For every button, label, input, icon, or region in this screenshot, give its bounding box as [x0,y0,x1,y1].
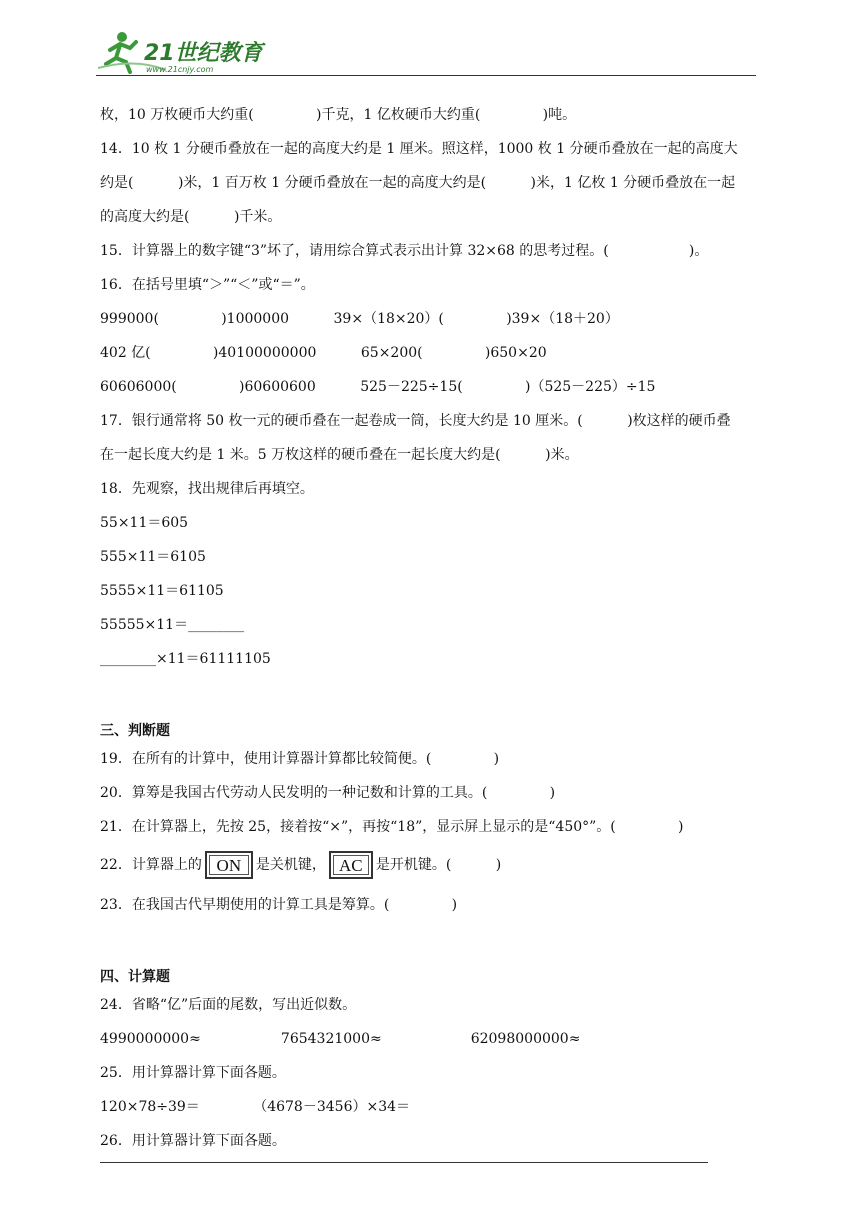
q14-line1: 14．10 枚 1 分硬币叠放在一起的高度大约是 1 厘米。照这样，1000 枚 1 分硬币叠放在一起的高度大 [100,141,738,157]
q18-eq4: 55555×11＝________ [100,617,245,633]
on-key-image [205,851,253,879]
footer-rule [100,1162,708,1163]
q17-line2: 在一起长度大约是 1 米。5 万枚这样的硬币叠在一起长度大约是( )米。 [100,447,579,463]
q22-prefix: 22．计算器上的 [100,857,202,873]
q25: 25．用计算器计算下面各题。 [100,1065,286,1081]
q18-eq2: 555×11＝6105 [100,549,206,565]
header-rule [96,75,756,76]
q24: 24．省略“亿”后面的尾数，写出近似数。 [100,997,357,1013]
q21: 21．在计算器上，先按 25，接着按“×”，再按“18”，显示屏上显示的是“450°”。( ) [100,819,684,835]
q22-middle: 是关机键， [255,857,326,873]
q14-line3: 的高度大约是( )千米。 [100,209,282,225]
svg-text:www.21cnjy.com: www.21cnjy.com [146,65,214,74]
svg-text:21世纪教育: 21世纪教育 [144,41,263,66]
q16-row1: 999000( )1000000 39×（18×20）( )39×（18＋20） [100,311,619,327]
q18: 18．先观察，找出规律后再填空。 [100,481,314,497]
section-judgement-title: 三、判断题 [100,723,170,739]
ac-key-label: AC [333,855,369,875]
q26: 26．用计算器计算下面各题。 [100,1133,286,1149]
ac-key-image [329,851,373,879]
q18-eq3: 5555×11＝61105 [100,583,224,599]
q16-row3: 60606000( )60600600 525－225÷15( )（525－225）÷15 [100,379,656,395]
q13-continuation: 枚，10 万枚硬币大约重( )千克，1 亿枚硬币大约重( )吨。 [100,107,577,123]
q23: 23．在我国古代早期使用的计算工具是筹算。( ) [100,897,458,913]
q15: 15．计算器上的数字键“3”坏了，请用综合算式表示出计算 32×68 的思考过程。( )。 [100,243,709,259]
q22 [100,851,501,879]
q24-items: 4990000000≈ 7654321000≈ 62098000000≈ [100,1031,581,1047]
q18-eq1: 55×11＝605 [100,515,189,531]
q22-suffix: 是开机键。( ) [375,857,502,873]
q25-items: 120×78÷39＝ （4678－3456）×34＝ [100,1099,411,1115]
q16: 16．在括号里填“＞”“＜”或“＝”。 [100,277,315,293]
q18-eq5: ________×11＝61111105 [100,651,271,667]
on-key-label: ON [209,855,249,875]
section-calculation-title: 四、计算题 [100,969,170,985]
q20: 20．算筹是我国古代劳动人民发明的一种记数和计算的工具。( ) [100,785,556,801]
logo-21cnjy [96,28,266,76]
q19: 19．在所有的计算中，使用计算器计算都比较简便。( ) [100,751,500,767]
q16-row2: 402 亿( )40100000000 65×200( )650×20 [100,345,547,361]
q17-line1: 17．银行通常将 50 枚一元的硬币叠在一起卷成一筒，长度大约是 10 厘米。( )枚这样的硬币叠 [100,413,731,429]
q14-line2: 约是( )米，1 百万枚 1 分硬币叠放在一起的高度大约是( )米，1 亿枚 1 分硬币叠放在一起 [100,175,736,191]
page-header [96,28,756,80]
